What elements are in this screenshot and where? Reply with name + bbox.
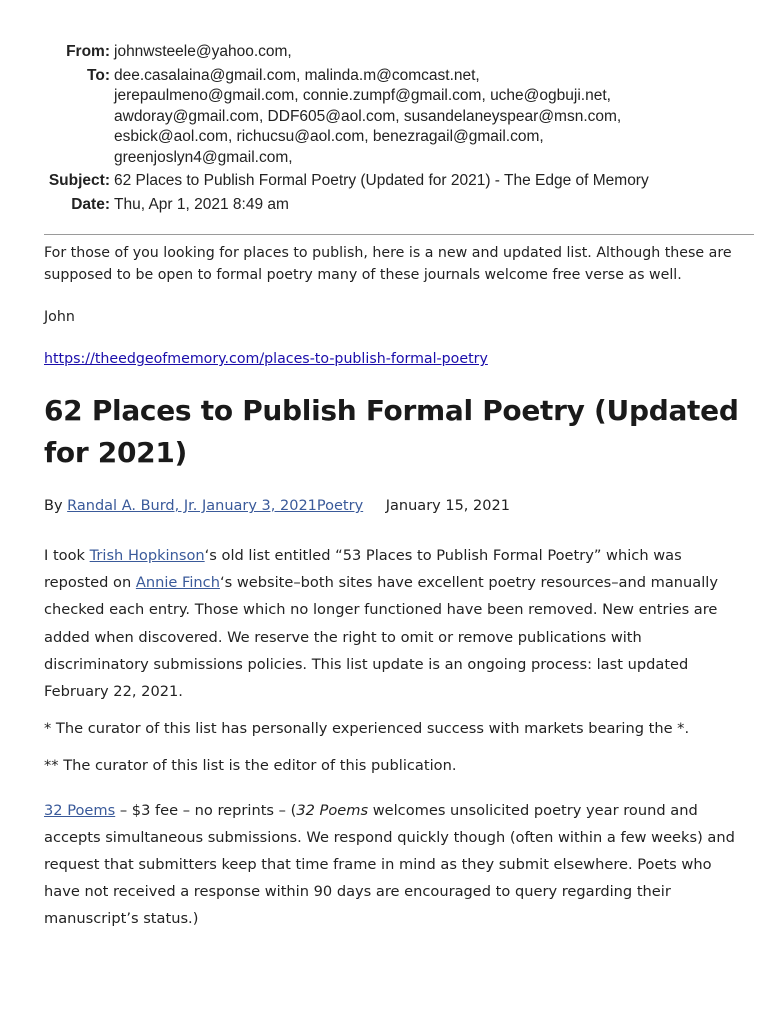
date-value: Thu, Apr 1, 2021 8:49 am — [114, 195, 289, 213]
subject-row — [0, 171, 768, 192]
signature: John — [44, 309, 75, 325]
listing-32-poems — [44, 797, 744, 933]
subject-value: 62 Places to Publish Formal Poetry (Updated for 2021) - The Edge of Memory — [114, 172, 649, 189]
trish-hopkinson-link[interactable]: Trish Hopkinson — [89, 547, 205, 564]
p4-italic-title: 32 Poems — [296, 801, 369, 819]
to-label: To: — [87, 66, 110, 84]
byline-date: January 15, 2021 — [385, 498, 510, 514]
p1-text-a: I took — [44, 547, 90, 564]
subject-label: Subject: — [48, 172, 110, 189]
article-content — [44, 542, 744, 933]
from-label: From: — [66, 43, 110, 60]
article-url-link[interactable]: https://theedgeofmemory.com/places-to-publish-formal-poetry — [44, 351, 488, 367]
to-value: dee.casalaina@gmail.com, malinda.m@comcast.net, jerepaulmeno@gmail.com, connie.zumpf@gmail.com, uche@ogbuji.net, awdoray@gmail.com, DDF605@aol.com, susandelaneyspear@msn.com, esbick@aol.com, richucsu@aol.com, benezragail@gmail.com, greenjoslyn4@gmail.com, — [114, 66, 622, 166]
p1-text-c: ‘s website–both sites have excellent poetry resources–and manually checked each entry. Those which no longer functioned have been removed. New entries are added when discovered. We reserve the right to omit or remove publications with discriminatory submissions policies. This list update is an ongoing process: last updated February 22, 2021. — [44, 574, 718, 701]
p4-text-b: welcomes unsolicited poetry year round and accepts simultaneous submissions. We respond quickly though (often within a few weeks) and request that submitters keep that time frame in mind as they submit elsewhere. Poets who have not received a response within 90 days are encouraged to query regarding their manuscript’s status.) — [44, 801, 735, 928]
from-row — [0, 42, 768, 63]
p1-text-b: ‘s old list entitled “53 Places to Publish Formal Poetry” which was reposted on — [44, 547, 682, 592]
author-link[interactable]: Randal A. Burd, Jr. January 3, 2021Poetry — [67, 498, 364, 514]
email-header — [0, 42, 768, 218]
p4-text-a: – $3 fee – no reprints – ( — [115, 801, 297, 819]
annie-finch-link[interactable]: Annie Finch — [135, 574, 220, 592]
32-poems-link[interactable]: 32 Poems — [44, 801, 116, 819]
header-divider — [44, 234, 754, 235]
date-row — [0, 195, 768, 216]
single-asterisk-note: * The curator of this list has personally experienced success with markets bearing the *. — [44, 720, 690, 738]
message-body — [44, 242, 744, 933]
intro-article-paragraph — [44, 542, 744, 705]
to-row — [0, 66, 768, 169]
article-title: 62 Places to Publish Formal Poetry (Updated for 2021) — [44, 394, 739, 469]
from-value: johnwsteele@yahoo.com, — [114, 43, 292, 60]
double-asterisk-note: ** The curator of this list is the editor of this publication. — [44, 757, 457, 775]
date-label: Date: — [71, 195, 110, 213]
byline — [44, 494, 744, 518]
intro-paragraph: For those of you looking for places to publish, here is a new and updated list. Although these are supposed to be open to formal poetry many of these journals welcome free verse as well. — [44, 245, 732, 283]
byline-prefix: By — [44, 498, 63, 514]
